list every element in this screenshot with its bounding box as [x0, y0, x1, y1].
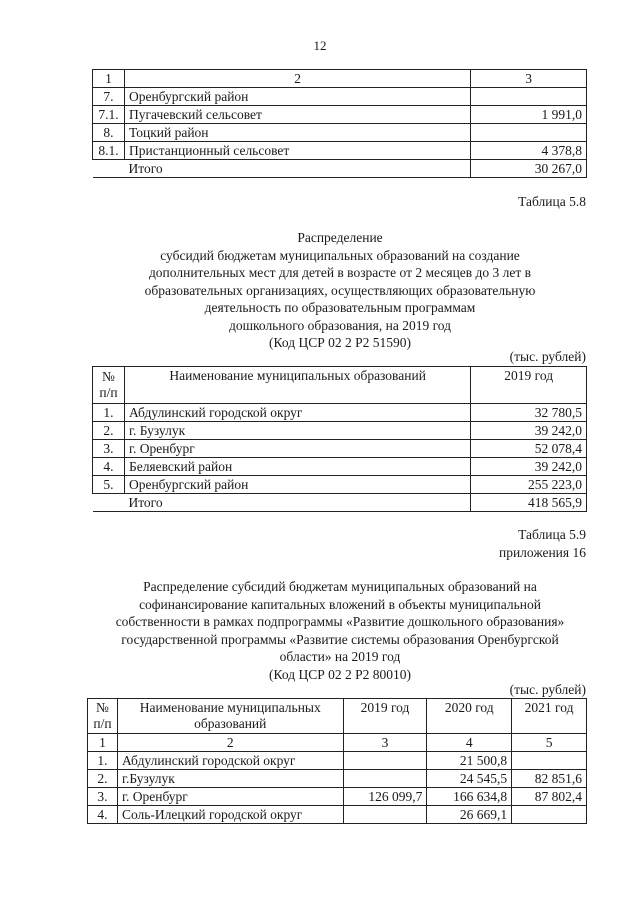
- code-line: (Код ЦСР 02 2 Р2 80010): [269, 666, 411, 682]
- row-number: 4.: [88, 806, 118, 824]
- amount-2019: 126 099,7: [343, 788, 427, 806]
- title-line: образовательных организациях, осуществляющих образовательную: [144, 282, 536, 298]
- row-number: 7.: [93, 88, 125, 106]
- municipality-name: Оренбургский район: [124, 476, 470, 494]
- table-row: [88, 806, 587, 824]
- total-row: [93, 494, 587, 512]
- table-header-row: [88, 699, 587, 734]
- header-cell: 1: [93, 70, 125, 88]
- municipality-name: г.Бузулук: [117, 770, 343, 788]
- table-row: [88, 752, 587, 770]
- column-numbers-row: [88, 734, 587, 752]
- amount: 32 780,5: [471, 404, 587, 422]
- amount-2020: 21 500,8: [427, 752, 512, 770]
- row-number: 7.1.: [93, 106, 125, 124]
- header-2019: 2019 год: [343, 699, 427, 734]
- municipality-name: г. Оренбург: [117, 788, 343, 806]
- total-row: [93, 160, 587, 178]
- header-cell: 2: [124, 70, 470, 88]
- municipality-name: Соль-Илецкий городской округ: [117, 806, 343, 824]
- table-row: [93, 476, 587, 494]
- title-line: государственной программы «Развитие системы образования Оренбургской: [121, 631, 559, 647]
- table-title: [80, 229, 600, 352]
- header-num: № п/п: [93, 367, 125, 404]
- title-line: дополнительных мест для детей в возрасте от 2 месяцев до 3 лет в: [148, 265, 532, 280]
- title-line: Распределение: [297, 230, 383, 245]
- title-line: софинансирование капитальных вложений в объекты муниципальной: [139, 596, 541, 612]
- table-row: [93, 422, 587, 440]
- units-label: (тыс. рублей): [509, 349, 586, 364]
- amount: 4 378,8: [471, 142, 587, 160]
- amount: [471, 124, 587, 142]
- table-header-row: [93, 367, 587, 404]
- row-number: 3.: [88, 788, 118, 806]
- amount-2019: [343, 806, 427, 824]
- header-cell: 3: [471, 70, 587, 88]
- code-line: (Код ЦСР 02 2 Р2 51590): [269, 335, 411, 350]
- municipality-name: Абдулинский городской округ: [124, 404, 470, 422]
- column-number: 1: [88, 734, 118, 752]
- title-line: Распределение субсидий бюджетам муниципальных образований на: [143, 579, 537, 594]
- subsidy-table-5-9: [87, 698, 587, 824]
- table-row: [93, 88, 587, 106]
- title-line: субсидий бюджетам муниципальных образований на создание: [160, 247, 520, 263]
- table-row: [88, 788, 587, 806]
- row-number: 8.1.: [93, 142, 125, 160]
- header-name: Наименование муниципальных образований: [124, 367, 470, 404]
- units-label: (тыс. рублей): [509, 682, 586, 697]
- row-number: 8.: [93, 124, 125, 142]
- municipality-name: Тоцкий район: [124, 124, 470, 142]
- amount-2021: [512, 752, 587, 770]
- header-2020: 2020 год: [427, 699, 512, 734]
- table-title: [60, 578, 620, 683]
- amount: 52 078,4: [471, 440, 587, 458]
- header-name: Наименование муниципальных образований: [117, 699, 343, 734]
- municipality-name: Оренбургский район: [124, 88, 470, 106]
- amount-2020: 24 545,5: [427, 770, 512, 788]
- subsidy-table-5-8: [92, 366, 587, 512]
- amount-2021: 87 802,4: [512, 788, 587, 806]
- amount-2020: 166 634,8: [427, 788, 512, 806]
- table-row: [88, 770, 587, 788]
- row-number: 4.: [93, 458, 125, 476]
- amount: [471, 88, 587, 106]
- table-label: Таблица 5.9: [518, 527, 586, 542]
- column-number: 4: [427, 734, 512, 752]
- row-number: 3.: [93, 440, 125, 458]
- table-header-row: [93, 70, 587, 88]
- total-amount: 418 565,9: [471, 494, 587, 512]
- header-year: 2019 год: [471, 367, 587, 404]
- amount-2021: [512, 806, 587, 824]
- table-row: [93, 124, 587, 142]
- municipality-name: г. Бузулук: [124, 422, 470, 440]
- amount-2019: [343, 770, 427, 788]
- amount: 1 991,0: [471, 106, 587, 124]
- continuation-table: [92, 69, 587, 178]
- page-number: 12: [313, 38, 327, 53]
- municipality-name: Пристанционный сельсовет: [124, 142, 470, 160]
- table-label: Таблица 5.8: [518, 194, 586, 209]
- title-line: дошкольного образования, на 2019 год: [228, 317, 451, 333]
- table-row: [93, 106, 587, 124]
- header-2021: 2021 год: [512, 699, 587, 734]
- table-row: [93, 404, 587, 422]
- total-label: Итого: [124, 160, 470, 178]
- table-row: [93, 142, 587, 160]
- row-number: 1.: [88, 752, 118, 770]
- municipality-name: Беляевский район: [124, 458, 470, 476]
- total-amount: 30 267,0: [471, 160, 587, 178]
- municipality-name: Абдулинский городской округ: [117, 752, 343, 770]
- empty-cell: [93, 494, 125, 512]
- amount-2021: 82 851,6: [512, 770, 587, 788]
- empty-cell: [93, 160, 125, 178]
- row-number: 1.: [93, 404, 125, 422]
- total-label: Итого: [124, 494, 470, 512]
- municipality-name: г. Оренбург: [124, 440, 470, 458]
- row-number: 2.: [88, 770, 118, 788]
- amount: 39 242,0: [471, 458, 587, 476]
- column-number: 2: [117, 734, 343, 752]
- amount-2020: 26 669,1: [427, 806, 512, 824]
- municipality-name: Пугачевский сельсовет: [124, 106, 470, 124]
- column-number: 3: [343, 734, 427, 752]
- table-row: [93, 458, 587, 476]
- amount: 255 223,0: [471, 476, 587, 494]
- appendix-label: приложения 16: [498, 545, 586, 560]
- row-number: 2.: [93, 422, 125, 440]
- column-number: 5: [512, 734, 587, 752]
- title-line: деятельность по образовательным программам: [204, 300, 476, 315]
- amount-2019: [343, 752, 427, 770]
- row-number: 5.: [93, 476, 125, 494]
- amount: 39 242,0: [471, 422, 587, 440]
- title-line: области» на 2019 год: [279, 649, 401, 664]
- header-num: № п/п: [88, 699, 118, 734]
- table-row: [93, 440, 587, 458]
- title-line: собственности в рамках подпрограммы «Развитие дошкольного образования»: [115, 614, 565, 629]
